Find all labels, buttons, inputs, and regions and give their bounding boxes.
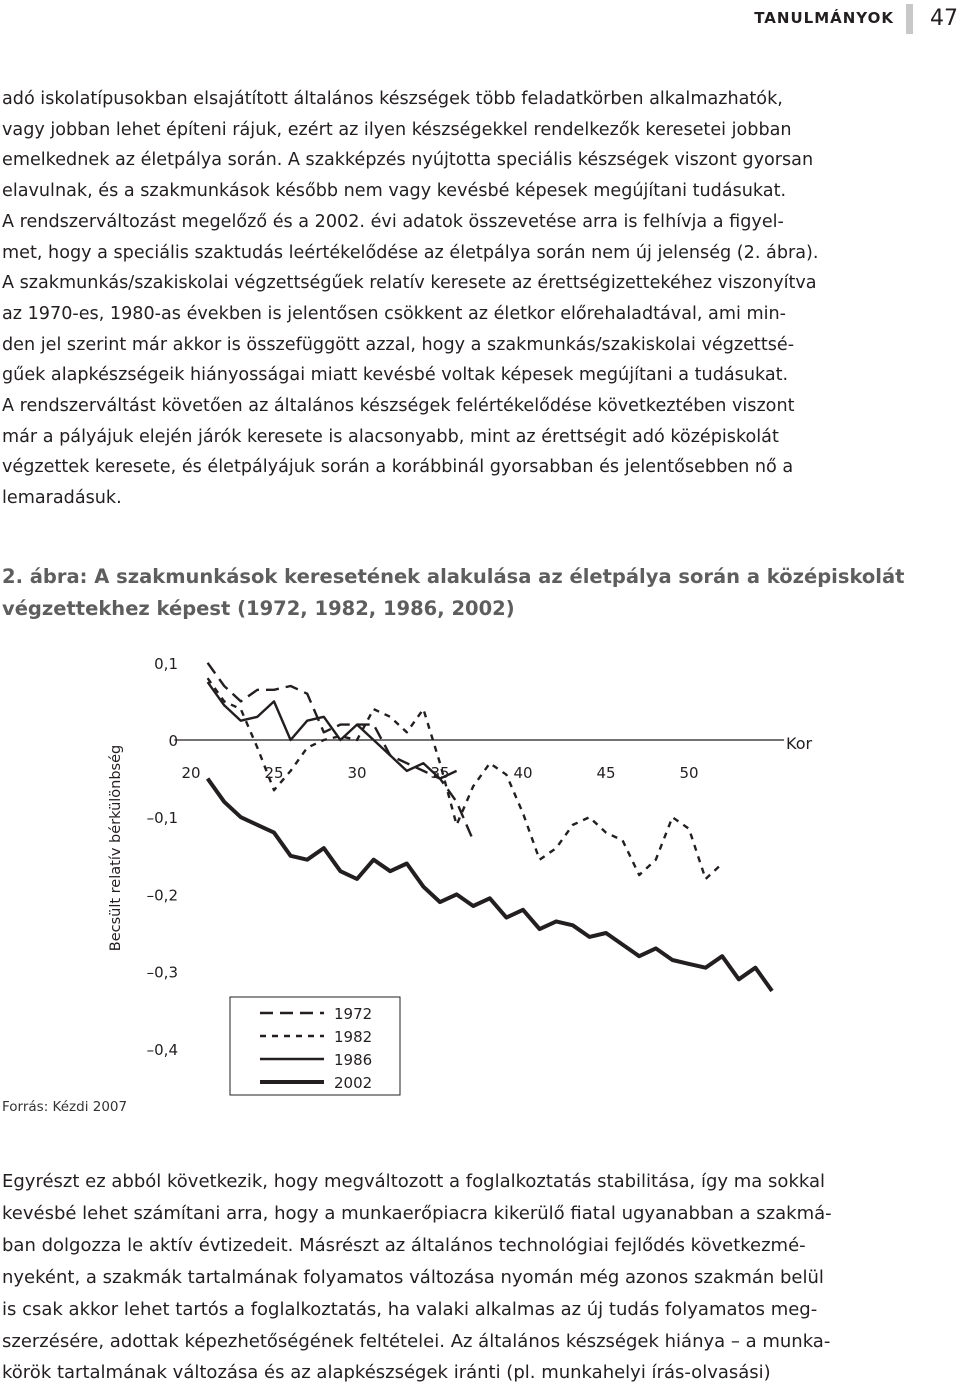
page-header: [0, 0, 960, 40]
y-tick-label: –0,3: [146, 963, 178, 982]
y-tick-label: 0,1: [154, 654, 178, 673]
figure-source: Forrás: Kézdi 2007: [2, 1099, 128, 1115]
x-axis-label: Kor: [786, 734, 813, 753]
x-tick-label: 30: [347, 764, 367, 782]
series-line-1986: [208, 682, 457, 779]
legend-label-1982: 1982: [334, 1028, 373, 1046]
chart-series: [208, 663, 772, 991]
y-tick-label: 0: [168, 732, 178, 750]
running-head: TANULMÁNYOK: [754, 9, 894, 27]
line-chart: [0, 640, 960, 1100]
page-number: 47: [930, 6, 958, 31]
series-line-1972: [208, 663, 474, 841]
y-tick-label: –0,2: [146, 886, 178, 905]
y-tick-label: –0,1: [146, 809, 178, 828]
y-tick-label: –0,4: [146, 1040, 178, 1059]
x-tick-label: 40: [513, 764, 533, 782]
chart-tick-labels: [108, 655, 812, 1059]
series-line-2002: [208, 779, 772, 991]
header-separator: [906, 4, 913, 34]
x-tick-label: 20: [181, 764, 201, 782]
y-axis-label: Becsült relatív bérkülönbség: [108, 744, 124, 952]
legend-label-1986: 1986: [334, 1051, 373, 1069]
x-tick-label: 45: [596, 764, 616, 782]
body-paragraph-2: Egyrészt ez abból következik, hogy megváltozott a foglalkoztatás stabilitása, így ma sokkal kevésbé lehet számítani arra, hogy a munkaerőpiacra kikerülő fiatal ugyanabban a szakmá- ban dolgozza le aktív évtizedeit. Másrészt az általános technológiai fejlődés következmé- nyeként, a szakmák tartalmának folyamatos változása nyomán még azonos szakmán belül is csak akkor lehet tartós a foglalkoztatás, ha valaki alkalmas az új tudás folyamatos meg- szerzésére, adottak képezhetőségének feltételei. Az általános készségek hiánya – a munka- körök tartalmának változása és az alapkészségek iránti (pl. munkahelyi írás-olvasási): [2, 1171, 832, 1384]
chart-legend: [230, 997, 400, 1095]
figure-title: 2. ábra: A szakmunkások keresetének alakulása az életpálya során a középiskolát végzettekhez képest (1972, 1982, 1986, 2002): [2, 565, 905, 620]
legend-label-1972: 1972: [334, 1005, 373, 1023]
x-tick-label: 50: [679, 764, 699, 782]
body-paragraph-1: adó iskolatípusokban elsajátított általános készségek több feladatkörben alkalmazhatók, vagy jobban lehet építeni rájuk, ezért az ilyen készségekkel rendelkezők keresetei jobban emelkednek az életpálya során. A szakképzés nyújtotta speciális készségek viszont gyorsan elavulnak, és a szakmunkások később nem vagy kevésbé képesek megújítani tudásukat. A rendszerváltozást megelőző és a 2002. évi adatok összevetése arra is felhívja a figyel- met, hogy a speciális szaktudás leértékelődése az életpálya során nem új jelenség (2. ábra). A szakmunkás/szakiskolai végzettségűek relatív keresete az érettségizettekéhez viszonyítva az 1970-es, 1980-as években is jelentősen csökkent az életkor előrehaladtával, ami min- den jel szerint már akkor is összefüggött azzal, hogy a szakmunkás/szakiskolai végzettsé- gűek alapkészségeik hiányosságai miatt kevésbé voltak képesek megújítani a tudásukat. A rendszerváltást követően az általános készségek felértékelődése következtében viszont már a pályájuk elején járók keresete is alacsonyabb, mint az érettségit adó középiskolát végzettek keresete, és életpályájuk során a korábbinál gyorsabban és jelentősebben nő a lemaradásuk.: [2, 89, 819, 509]
x-tick-label: 25: [264, 764, 284, 782]
x-tick-label: 35: [430, 764, 450, 782]
legend-label-2002: 2002: [334, 1074, 373, 1092]
